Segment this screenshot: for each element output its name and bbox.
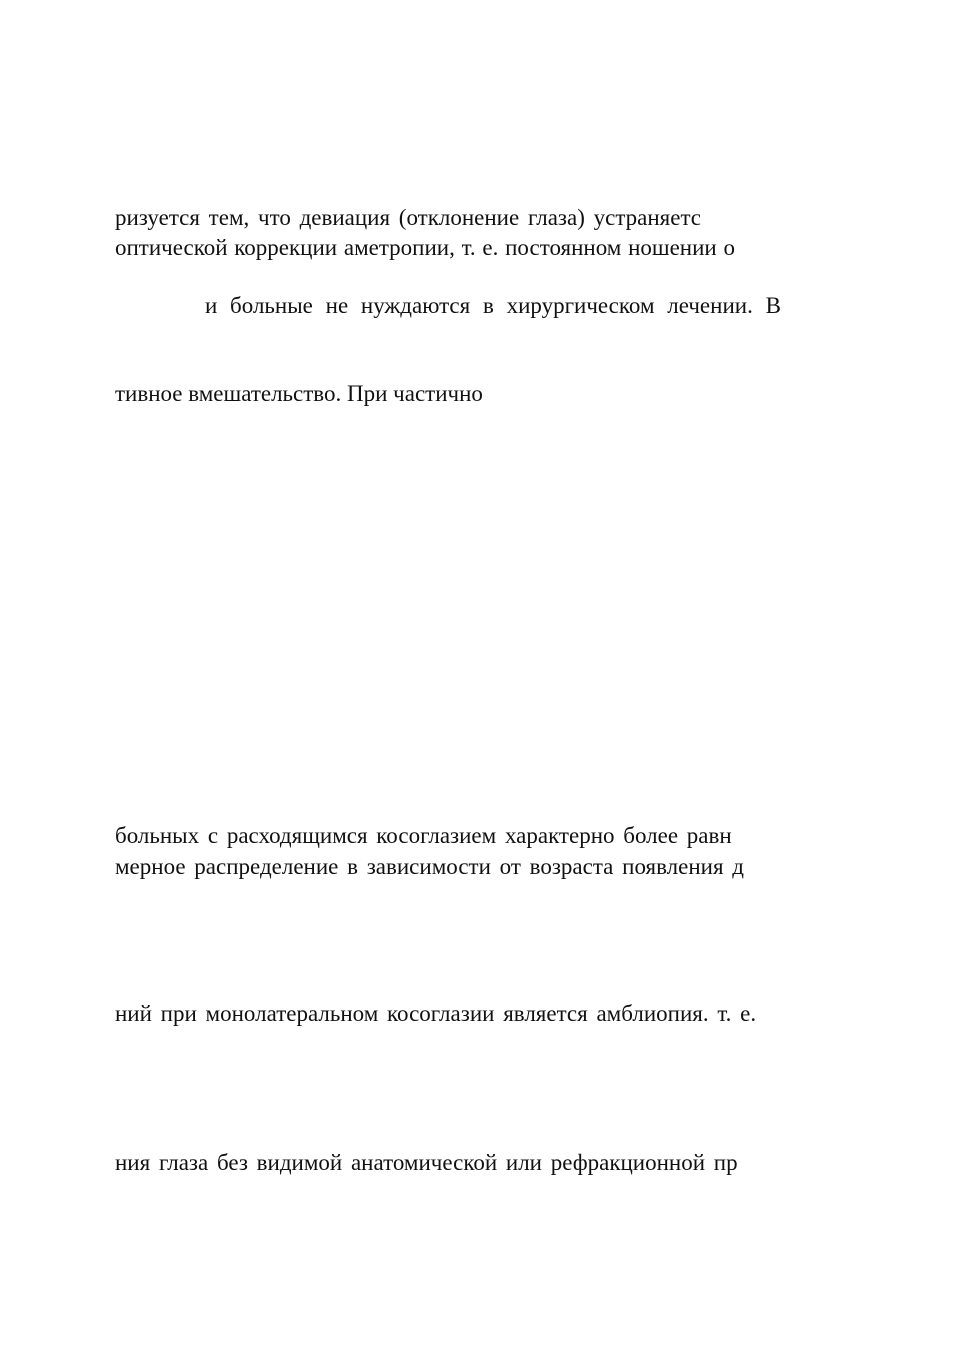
text-line-6: мерное распределение в зависимости от возраста появления д [115,854,744,879]
text-line-5: больных с расходящимся косоглазием характерно более равн [115,823,732,848]
text-line-3: и больные не нуждаются в хирургическом лечении. В [205,293,781,318]
text-line-8: ния глаза без видимой анатомической или рефракционной пр [115,1150,738,1175]
text-line-1: ризуется тем, что девиация (отклонение глаза) устраняетс [115,205,701,230]
text-line-7: ний при монолатеральном косоглазии является амблиопия. т. е. [115,1001,757,1026]
text-line-4: тивное вмешательство. При частично [115,381,483,406]
text-line-2: оптической коррекции аметропии, т. е. постоянном ношении о [115,235,735,260]
